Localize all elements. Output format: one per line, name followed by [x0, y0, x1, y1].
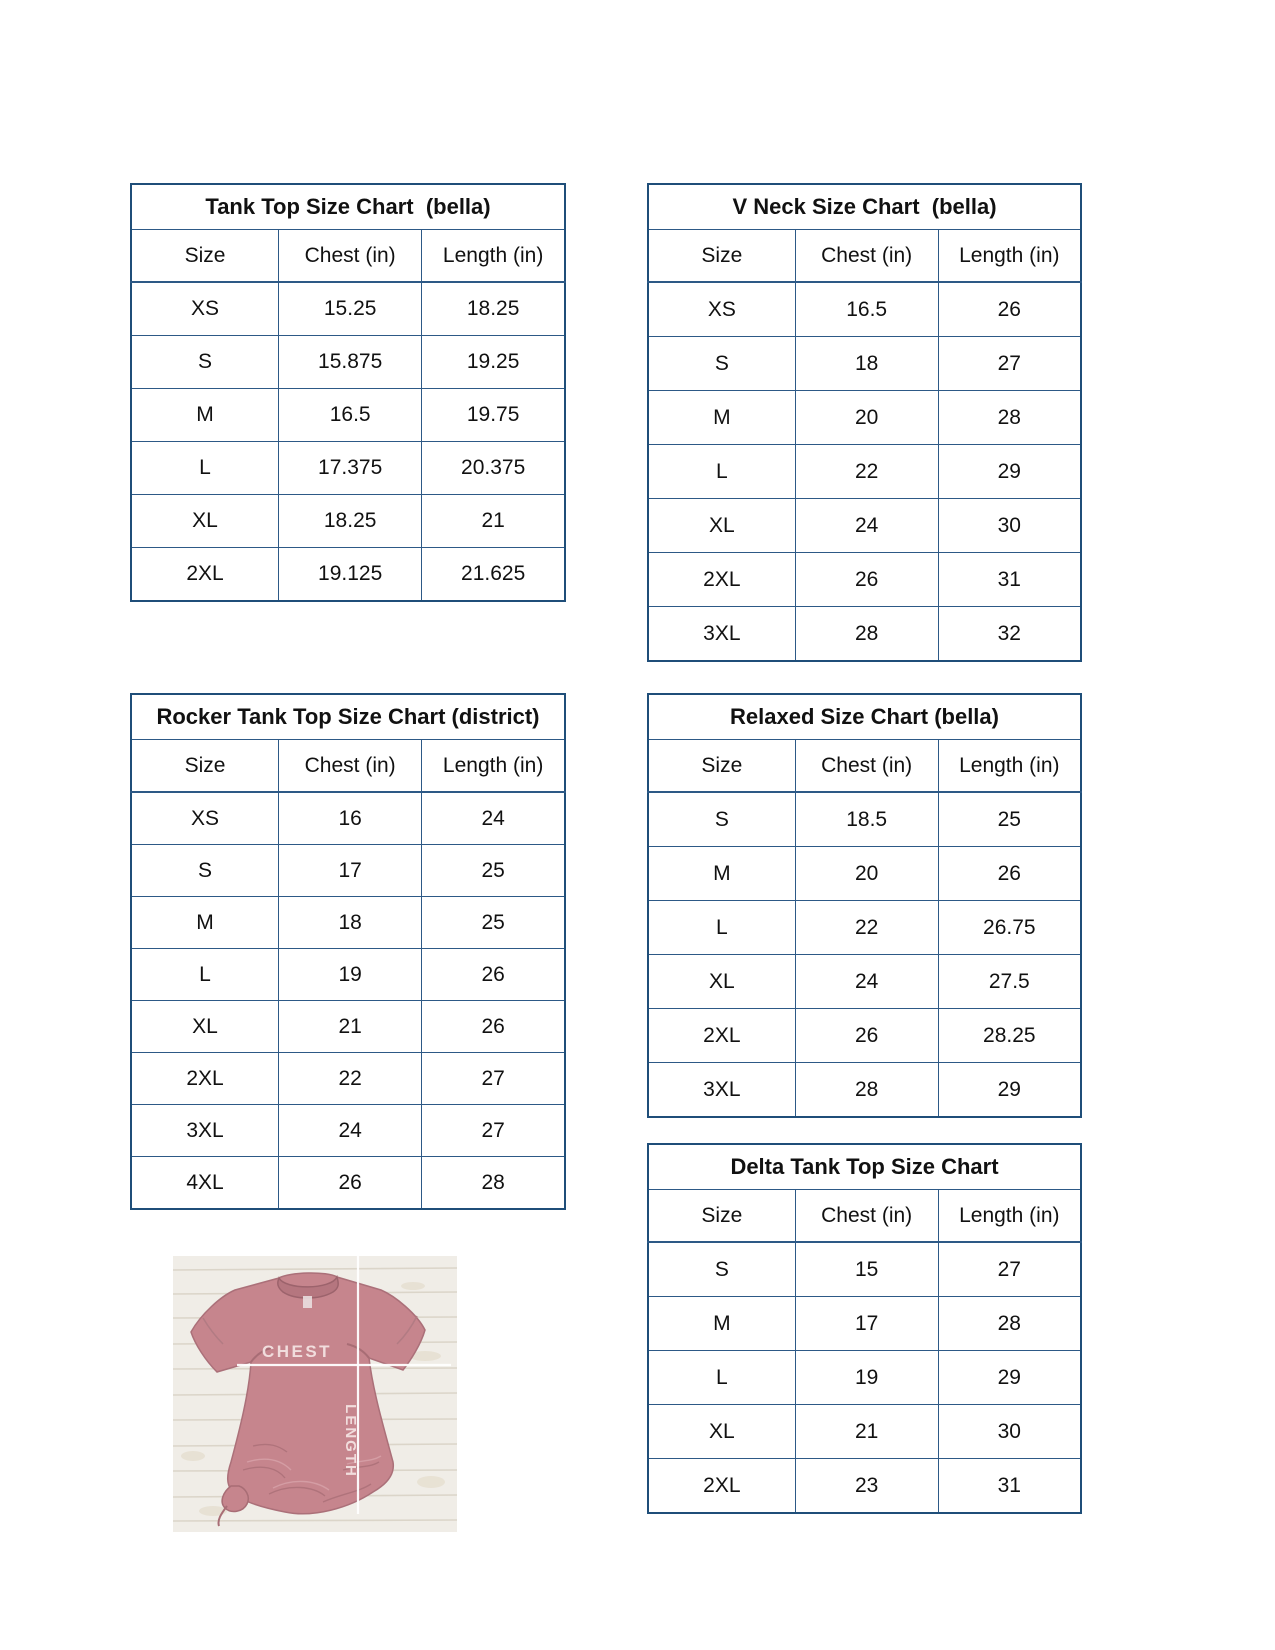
table-row	[131, 1105, 565, 1157]
column-header: Length (in)	[938, 230, 1081, 283]
length-cell: 24	[422, 792, 565, 845]
size-cell: M	[131, 389, 279, 442]
table-row	[648, 792, 1081, 847]
length-cell: 20.375	[422, 442, 565, 495]
chest-cell: 17	[279, 845, 422, 897]
chest-cell: 19.125	[279, 548, 422, 602]
chest-cell: 24	[279, 1105, 422, 1157]
column-header: Chest (in)	[279, 740, 422, 793]
column-header: Size	[131, 230, 279, 283]
table-row	[131, 282, 565, 336]
size-cell: 2XL	[648, 1009, 795, 1063]
size-cell: S	[648, 792, 795, 847]
length-cell: 28.25	[938, 1009, 1081, 1063]
chest-cell: 18.5	[795, 792, 938, 847]
column-header: Length (in)	[422, 740, 565, 793]
length-cell: 29	[938, 1063, 1081, 1118]
size-cell: L	[131, 442, 279, 495]
length-cell: 27	[422, 1105, 565, 1157]
chest-cell: 19	[795, 1351, 938, 1405]
length-cell: 27	[422, 1053, 565, 1105]
length-label: LENGTH	[342, 1404, 359, 1478]
tshirt-illustration	[173, 1256, 457, 1532]
length-cell: 28	[938, 1297, 1081, 1351]
table-row	[648, 1459, 1081, 1514]
length-cell: 27	[938, 1242, 1081, 1297]
table-delta-tank-top-size-chart	[647, 1143, 1082, 1514]
length-cell: 28	[422, 1157, 565, 1210]
table-relaxed-size-chart	[647, 693, 1082, 1118]
length-cell: 27.5	[938, 955, 1081, 1009]
chest-cell: 28	[795, 607, 938, 662]
chest-cell: 18	[795, 337, 938, 391]
chest-cell: 18.25	[279, 495, 422, 548]
table-row	[131, 792, 565, 845]
size-cell: S	[648, 1242, 795, 1297]
size-table-delta-tank-top	[647, 1143, 1082, 1514]
chest-cell: 22	[795, 901, 938, 955]
size-cell: L	[648, 1351, 795, 1405]
table-row	[648, 1351, 1081, 1405]
neck-tag	[303, 1296, 312, 1308]
chest-cell: 19	[279, 949, 422, 1001]
size-table-rocker-tank-top	[130, 693, 566, 1210]
length-cell: 31	[938, 553, 1081, 607]
length-cell: 21	[422, 495, 565, 548]
table-row	[648, 901, 1081, 955]
length-cell: 26	[938, 847, 1081, 901]
chest-cell: 22	[279, 1053, 422, 1105]
chest-cell: 17.375	[279, 442, 422, 495]
size-cell: XL	[648, 955, 795, 1009]
table-row	[648, 1009, 1081, 1063]
column-header: Chest (in)	[795, 1190, 938, 1243]
length-cell: 26	[422, 949, 565, 1001]
table-title: Rocker Tank Top Size Chart (district)	[131, 694, 565, 740]
table-title: V Neck Size Chart (bella)	[648, 184, 1081, 230]
length-cell: 29	[938, 445, 1081, 499]
table-row	[648, 955, 1081, 1009]
table-row	[131, 389, 565, 442]
table-row	[131, 1001, 565, 1053]
chest-cell: 15	[795, 1242, 938, 1297]
chest-cell: 28	[795, 1063, 938, 1118]
table-v-neck-size-chart	[647, 183, 1082, 662]
size-cell: 2XL	[131, 1053, 279, 1105]
size-cell: XS	[131, 792, 279, 845]
length-cell: 19.25	[422, 336, 565, 389]
size-cell: M	[648, 847, 795, 901]
chest-cell: 18	[279, 897, 422, 949]
chest-cell: 15.875	[279, 336, 422, 389]
size-cell: XL	[131, 1001, 279, 1053]
table-row	[648, 553, 1081, 607]
length-cell: 26.75	[938, 901, 1081, 955]
size-cell: XL	[648, 499, 795, 553]
size-table-relaxed	[647, 693, 1082, 1118]
length-cell: 26	[938, 282, 1081, 337]
chest-cell: 26	[279, 1157, 422, 1210]
table-row	[131, 1157, 565, 1210]
size-cell: L	[131, 949, 279, 1001]
size-cell: 3XL	[131, 1105, 279, 1157]
length-cell: 28	[938, 391, 1081, 445]
chest-cell: 24	[795, 499, 938, 553]
size-cell: S	[648, 337, 795, 391]
table-tank-top-size-chart	[130, 183, 566, 602]
length-cell: 25	[422, 845, 565, 897]
table-row	[648, 499, 1081, 553]
size-cell: 3XL	[648, 1063, 795, 1118]
table-row	[131, 442, 565, 495]
size-cell: 2XL	[648, 1459, 795, 1514]
size-cell: S	[131, 336, 279, 389]
table-row	[131, 949, 565, 1001]
length-cell: 32	[938, 607, 1081, 662]
size-cell: L	[648, 901, 795, 955]
chest-cell: 16.5	[795, 282, 938, 337]
chest-cell: 26	[795, 553, 938, 607]
size-cell: M	[648, 391, 795, 445]
table-row	[131, 495, 565, 548]
table-row	[648, 1242, 1081, 1297]
size-cell: S	[131, 845, 279, 897]
table-title: Relaxed Size Chart (bella)	[648, 694, 1081, 740]
length-cell: 19.75	[422, 389, 565, 442]
chest-cell: 20	[795, 391, 938, 445]
chest-cell: 21	[795, 1405, 938, 1459]
table-row	[648, 607, 1081, 662]
column-header: Length (in)	[422, 230, 565, 283]
column-header: Chest (in)	[795, 230, 938, 283]
column-header: Chest (in)	[795, 740, 938, 793]
size-cell: M	[131, 897, 279, 949]
chest-cell: 17	[795, 1297, 938, 1351]
table-rocker-tank-top-size-chart	[130, 693, 566, 1210]
table-row	[131, 845, 565, 897]
size-cell: 4XL	[131, 1157, 279, 1210]
size-cell: 2XL	[131, 548, 279, 602]
chest-cell: 21	[279, 1001, 422, 1053]
size-cell: XS	[131, 282, 279, 336]
size-cell: XL	[648, 1405, 795, 1459]
column-header: Length (in)	[938, 1190, 1081, 1243]
table-row	[648, 847, 1081, 901]
chest-label: CHEST	[261, 1342, 333, 1361]
column-header: Length (in)	[938, 740, 1081, 793]
chest-cell: 24	[795, 955, 938, 1009]
chest-cell: 20	[795, 847, 938, 901]
size-cell: 3XL	[648, 607, 795, 662]
chest-cell: 26	[795, 1009, 938, 1063]
length-cell: 21.625	[422, 548, 565, 602]
table-row	[131, 1053, 565, 1105]
size-cell: M	[648, 1297, 795, 1351]
size-table-tank-top	[130, 183, 566, 602]
size-cell: L	[648, 445, 795, 499]
chest-cell: 16.5	[279, 389, 422, 442]
length-cell: 25	[938, 792, 1081, 847]
table-title: Delta Tank Top Size Chart	[648, 1144, 1081, 1190]
column-header: Chest (in)	[279, 230, 422, 283]
length-cell: 29	[938, 1351, 1081, 1405]
length-cell: 27	[938, 337, 1081, 391]
length-cell: 25	[422, 897, 565, 949]
length-cell: 30	[938, 1405, 1081, 1459]
chest-cell: 22	[795, 445, 938, 499]
tshirt-measurement-image	[173, 1256, 457, 1532]
table-row	[648, 445, 1081, 499]
column-header: Size	[131, 740, 279, 793]
table-row	[648, 391, 1081, 445]
table-title: Tank Top Size Chart (bella)	[131, 184, 565, 230]
length-cell: 30	[938, 499, 1081, 553]
size-cell: XS	[648, 282, 795, 337]
table-row	[131, 548, 565, 602]
column-header: Size	[648, 230, 795, 283]
table-row	[648, 337, 1081, 391]
chest-cell: 15.25	[279, 282, 422, 336]
table-row	[648, 1405, 1081, 1459]
length-cell: 18.25	[422, 282, 565, 336]
column-header: Size	[648, 1190, 795, 1243]
table-row	[648, 282, 1081, 337]
chest-cell: 16	[279, 792, 422, 845]
length-cell: 26	[422, 1001, 565, 1053]
size-cell: XL	[131, 495, 279, 548]
table-row	[131, 336, 565, 389]
size-cell: 2XL	[648, 553, 795, 607]
column-header: Size	[648, 740, 795, 793]
size-table-v-neck	[647, 183, 1082, 662]
chest-cell: 23	[795, 1459, 938, 1514]
table-row	[648, 1063, 1081, 1118]
table-row	[648, 1297, 1081, 1351]
length-cell: 31	[938, 1459, 1081, 1514]
table-row	[131, 897, 565, 949]
